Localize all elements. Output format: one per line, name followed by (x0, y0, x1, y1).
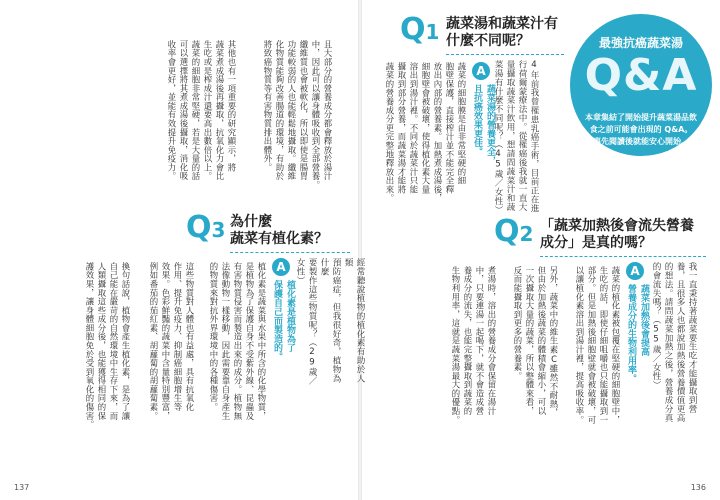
q1-body-block-1: 蔬菜的細胞膜是由非常堅硬的細 胞壁保護，直接榨汁並不能完全釋 放出內部的營養素。加熱煮成湯後， 細胞壁會被破壞，使得植化素大量 溶出到湯汁裡。不同於蔬菜汁只能 攝取到部分營養，而蔬菜湯才能將 蔬菜的營養成分更完整地釋放出來。 (385, 62, 467, 203)
page-number-left: 137 (14, 483, 30, 492)
q2-answer-mark: A (626, 262, 644, 280)
book-spine (358, 0, 362, 500)
q1-answer (470, 62, 495, 172)
q1-answer-mark: A (472, 62, 490, 80)
q1-answer-text: 蔬菜湯的營養更全， 且抗癌效果更佳。 (472, 84, 495, 165)
badge-description: 本章集結了開始提升蔬菜湯品飲 食之前可能會出現的 Q&A。 事先閱讀後就能安心開始。 (585, 113, 697, 146)
badge-title: 最強抗癌蔬菜湯 (598, 36, 683, 50)
q1-body-block-3: 其他也有一項重要的研究顯示，將 蔬菜煮成湯後再攝取，抗氧化力會比 生吃或是榨成汁還要高出數倍以上。 蔬菜的細胞非常堅硬，若是大量的話 可以選擇將其煮成湯後攝取，消化吸 收率會更好，並能有效提升免疫力。 (167, 40, 237, 181)
q2-body-block-2: 另外，蔬菜中的維生素C雖然不耐熱， 但由於加熱後蔬菜的體積會縮小，可以 一次攝取大量的蔬菜，所以整體來看， 反而能攝取到更多的營養素。 (513, 266, 559, 418)
q1-number: Q1 (400, 12, 440, 47)
q3-body-block-1: 植化素是蔬菜與水果中所含的化學物質， 是植物為了保護自身不受紫外線、昆蟲及 有害物質侵害而製造出來的成分。植物無 法像動物一樣移動，因此需要靠自身產生 的物質來對抗外界環境中的各種傷害。 (209, 262, 267, 421)
q1-title: 蔬菜湯和蔬菜汁有 什麼不同呢？ (446, 16, 558, 49)
q2-answer-text: 蔬菜加熱後會提高 營養成分的生物利用率。 (626, 284, 649, 383)
q2-answer (624, 262, 648, 412)
q2-body-block-1: 蔬菜的植化素被包覆在堅硬的細胞壁中， 生吃的話，即使仔細咀嚼也只能攝取到一 部分。但是加熱後細胞壁就會被破壞，可 以讓植化素溶出到湯汁裡，提高吸收率。 (575, 266, 621, 425)
q1-divider (446, 54, 564, 55)
q3-number: Q3 (186, 210, 226, 245)
q2-question-text: 我一直秉持著蔬菜要生吃才能攝取到營 養，且很多人也都說加熱後營養價值更高 的想法。請問蔬菜加熱之後，營養成分真 的會流失嗎？（55歲／女性） (651, 262, 697, 423)
q1-question-text: 4年前我曾罹患乳癌手術，目前正在進 行荷爾蒙療法中。從罹癌後我就一直大 量攝取蔬菜汁飲用，想請問蔬菜汁和蔬 菜湯有什麼不同呢？（45歲／女性） (493, 60, 539, 215)
q2-body-block-3: 煮湯時，溶出的營養成分會保留在湯汁 中，只要連湯一起喝下，就不會造成營 養成分的流失，也能完整攝取到蔬菜的 生物利用率，這就是蔬菜湯最大的優點。 (451, 266, 497, 425)
q3-body-block-2: 這些物質對人體也有益處，具有抗氧化 作用、提升免疫力、抑制癌細胞增生等 效果。色彩鮮豔的蔬菜中含量特別豐富， 例如番茄的茄紅素、胡蘿蔔的胡蘿蔔素。 (149, 262, 195, 421)
q2-title: 「蔬菜加熱後會流失營養 成分」是真的嗎？ (540, 218, 694, 251)
page-number-right: 136 (690, 483, 706, 492)
q3-answer-text: 植化素是植物為了 保護自己而製造的。 (272, 280, 295, 361)
q3-body-block-3: 換句話說，植物會產生植化素，是為了讓 自己能在嚴苛的自然環境中生存下來，而 人類攝取這些成分後，也能獲得相同的保 護效果，讓身體細胞免於受到氧化的傷害。 (85, 262, 131, 430)
q3-question-text: 經常聽說植物的植化素有助於人類 預防癌症，但我很好奇，植物為什麼 要製作這些物質呢？（29歲／女性） (295, 258, 365, 386)
q3-answer-mark: A (272, 258, 290, 276)
qa-badge (570, 14, 712, 156)
q2-divider (540, 256, 706, 257)
q3-answer (270, 258, 294, 368)
q3-title: 為什麼 蔬菜有植化素？ (230, 214, 328, 247)
q1-body-block-2: 且大部分的營養成分都會釋放於湯汁 中，因此可以讓身體吸收到全部營養。 纖維質也會被軟化，所以即使是腸胃 功能較弱的人也能輕鬆地攝取。纖維 化物質能夠改善腸道的環境，有助於 將致癌物質等有害物質排出體外。 (263, 40, 333, 190)
badge-qa-text: Q&A (584, 50, 698, 101)
q2-number: Q2 (494, 214, 534, 249)
q3-divider (230, 252, 350, 253)
